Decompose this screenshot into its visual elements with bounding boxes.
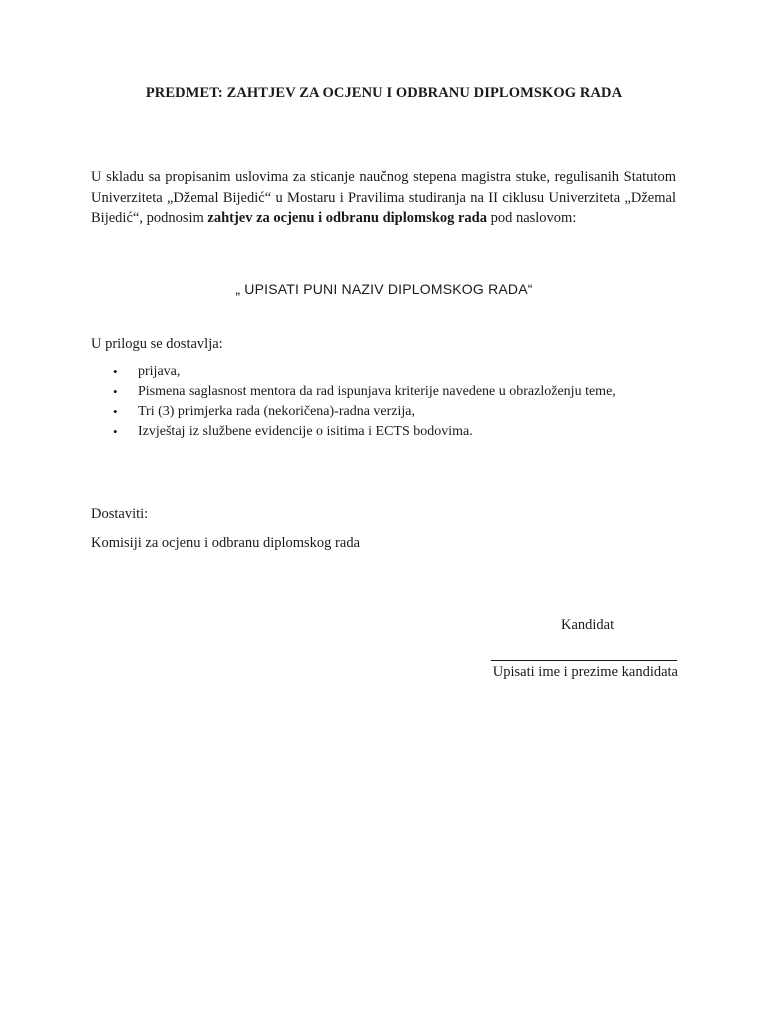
bullet-icon: • [113, 424, 118, 439]
intro-text: U skladu sa propisanim uslovima za sticanje naučnog stepena magistra stuke, regulisanih Statutom Univerziteta „Džemal Bijedić“ u Mostaru i Pravilima studiranja na II ciklusu Univerziteta „Džemal Bijedić“, podnosim [91, 169, 676, 226]
list-item-text: Tri (3) primjerka rada (nekoričena)-radna verzija, [138, 404, 416, 419]
list-item [91, 402, 691, 422]
intro-paragraph [91, 167, 676, 229]
signature-line [491, 660, 677, 661]
list-item [91, 362, 691, 382]
candidate-label: Kandidat [561, 617, 615, 633]
bullet-icon: • [113, 364, 118, 379]
intro-bold-text: zahtjev za ocjenu i odbranu diplomskog rada [207, 210, 487, 226]
list-item [91, 382, 691, 402]
document-title: PREDMET: ZAHTJEV ZA OCJENU I ODBRANU DIPLOMSKOG RADA [145, 85, 623, 101]
intro-text-end: pod naslovom: [486, 210, 577, 226]
deliver-recipient: Komisiji za ocjenu i odbranu diplomskog rada [91, 535, 361, 551]
list-item-text: Izvještaj iz službene evidencije o isitima i ECTS bodovima. [138, 424, 473, 439]
list-item [91, 422, 691, 442]
bullet-icon: • [113, 404, 118, 419]
attachments-label: U prilogu se dostavlja: [91, 336, 223, 352]
thesis-title-placeholder: „ UPISATI PUNI NAZIV DIPLOMSKOG RADA“ [235, 281, 533, 297]
bullet-icon: • [113, 384, 118, 399]
candidate-name-placeholder: Upisati ime i prezime kandidata [492, 664, 678, 680]
attachments-list [91, 362, 691, 442]
deliver-label: Dostaviti: [91, 506, 149, 522]
list-item-text: prijava, [138, 364, 181, 379]
list-item-text: Pismena saglasnost mentora da rad ispunjava kriterije navedene u obrazloženju teme, [138, 384, 616, 399]
